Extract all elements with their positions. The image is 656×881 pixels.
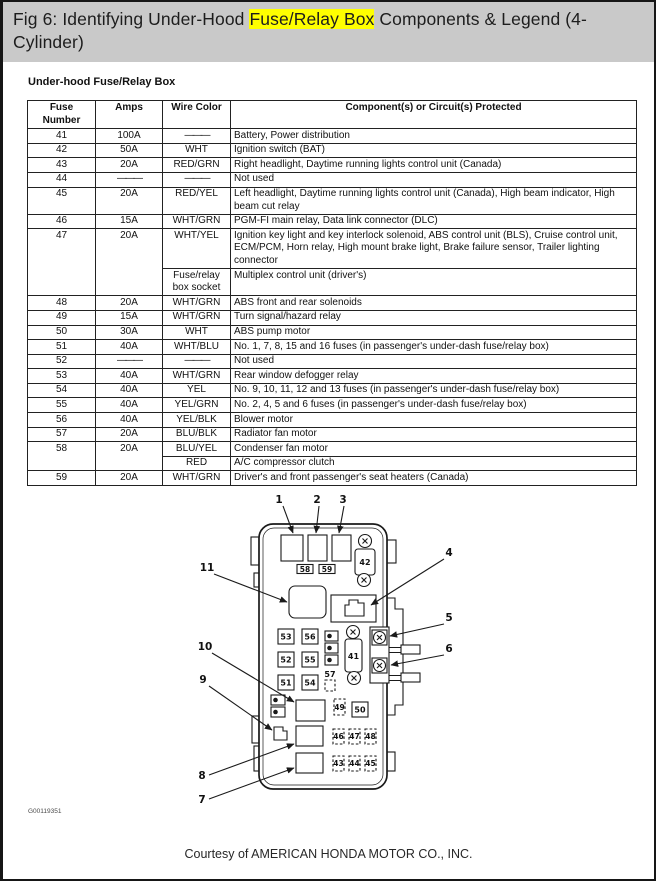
section-heading: Under-hood Fuse/Relay Box [28, 76, 176, 88]
fuse-46-label: 46 [333, 732, 344, 742]
callout-6: 6 [445, 643, 453, 656]
cell-fuse-number: 56 [28, 413, 96, 428]
cell-component: ABS front and rear solenoids [231, 296, 637, 311]
dot-connector [271, 707, 285, 717]
cell-component: Ignition switch (BAT) [231, 143, 637, 158]
fuse-49-label: 49 [334, 703, 345, 713]
cell-wire-color: ——— [163, 172, 231, 187]
table-header-row [28, 101, 637, 129]
cell-wire-color: Fuse/relay box socket [163, 269, 231, 296]
fuse-57-slot [325, 680, 335, 691]
fuse-box-diagram-svg [183, 488, 483, 828]
cell-amps: 40A [96, 398, 163, 413]
dot [327, 658, 332, 663]
cell-component: Multiplex control unit (driver's) [231, 269, 637, 296]
slot-58-label: 58 [299, 565, 311, 575]
cell-wire-color: YEL/BLK [163, 413, 231, 428]
cell-amps: 20A [96, 187, 163, 214]
table-row [28, 296, 637, 311]
cell-wire-color: BLU/BLK [163, 427, 231, 442]
cell-amps: 30A [96, 325, 163, 340]
relay-3 [332, 535, 351, 561]
cell-fuse-number: 44 [28, 172, 96, 187]
cell-fuse-number: 49 [28, 310, 96, 325]
table-row [28, 187, 637, 214]
table-row [28, 143, 637, 158]
figure-code: G00119351 [28, 808, 62, 815]
fuse-44-label: 44 [349, 759, 360, 769]
fuse-56-label: 56 [304, 632, 316, 642]
callout-9: 9 [199, 674, 207, 687]
cell-fuse-number: 57 [28, 427, 96, 442]
prong-terminal [401, 673, 420, 682]
slot-59-label: 59 [321, 565, 333, 575]
table-row [28, 325, 637, 340]
table-row [28, 413, 637, 428]
cell-fuse-number: 54 [28, 383, 96, 398]
dot [273, 698, 278, 703]
fuse-55-label: 55 [304, 655, 316, 665]
callout-7: 7 [198, 794, 206, 807]
fuse-box-diagram [183, 488, 483, 828]
title-highlight: Fuse/Relay Box [249, 9, 375, 29]
cell-amps: ——— [96, 172, 163, 187]
cell-wire-color: WHT/BLU [163, 340, 231, 355]
cell-component: Rear window defogger relay [231, 369, 637, 384]
page-title [3, 2, 654, 62]
cell-component: Turn signal/hazard relay [231, 310, 637, 325]
relay-1 [281, 535, 303, 561]
fuse-57-label: 57 [324, 670, 336, 680]
cell-wire-color: YEL/GRN [163, 398, 231, 413]
cell-component: Condenser fan motor [231, 442, 637, 457]
relay-7 [296, 753, 323, 773]
prong-terminal [401, 645, 420, 654]
cell-fuse-number: 51 [28, 340, 96, 355]
cell-fuse-number: 43 [28, 158, 96, 173]
header-fuse-number-label: Fuse Number [42, 102, 81, 126]
right-tab [387, 752, 395, 771]
callout-10: 10 [197, 641, 213, 654]
cell-component: PGM-FI main relay, Data link connector (DLC) [231, 214, 637, 229]
dot [273, 710, 278, 715]
cell-fuse-number: 55 [28, 398, 96, 413]
cell-amps: 20A [96, 471, 163, 486]
relay-2 [308, 535, 327, 561]
fuse-50-label: 50 [354, 705, 366, 715]
fuse-52-label: 52 [280, 655, 292, 665]
cell-wire-color: BLU/YEL [163, 442, 231, 457]
cell-amps: 40A [96, 340, 163, 355]
table-row [28, 340, 637, 355]
right-tab [387, 540, 396, 563]
cell-component: Blower motor [231, 413, 637, 428]
cell-fuse-number: 48 [28, 296, 96, 311]
title-suffix: Components & Legend (4- [374, 9, 587, 29]
fuse-53-label: 53 [280, 632, 292, 642]
fuse-47-label: 47 [349, 732, 360, 742]
cell-fuse-number: 59 [28, 471, 96, 486]
cell-component: No. 1, 7, 8, 15 and 16 fuses (in passenger's under-dash fuse/relay box) [231, 340, 637, 355]
fuse-48-label: 48 [365, 732, 376, 742]
cell-wire-color: WHT/GRN [163, 214, 231, 229]
callout-5: 5 [445, 612, 453, 625]
cell-wire-color: WHT/GRN [163, 369, 231, 384]
cell-component: Ignition key light and key interlock solenoid, ABS control unit (BLS), Cruise control unit, ECM/PCM, Horn relay, High mount brake light, Brake failure sensor, Trailer lighting connector [231, 229, 637, 269]
cell-amps: 40A [96, 413, 163, 428]
cell-component: Driver's and front passenger's seat heaters (Canada) [231, 471, 637, 486]
cell-component: Radiator fan motor [231, 427, 637, 442]
relay-10 [296, 700, 325, 721]
title-suffix-line2: Cylinder) [13, 31, 84, 52]
callout-1: 1 [275, 494, 283, 507]
fuse-54-label: 54 [304, 678, 316, 688]
table-row [28, 214, 637, 229]
cell-amps: 20A [96, 158, 163, 173]
cell-amps: 40A [96, 369, 163, 384]
fuse-table-body [28, 129, 637, 486]
cell-wire-color: RED/GRN [163, 158, 231, 173]
cell-component: A/C compressor clutch [231, 456, 637, 471]
fuse-table [27, 100, 637, 486]
dot [327, 634, 332, 639]
callout-11: 11 [199, 562, 215, 575]
table-row [28, 158, 637, 173]
dot [327, 646, 332, 651]
table-row [28, 442, 637, 457]
cell-amps: 20A [96, 442, 163, 471]
relay-41-label: 41 [347, 652, 360, 662]
table-row [28, 229, 637, 269]
relay-42-label: 42 [359, 558, 371, 568]
title-prefix: Fig 6: Identifying Under-Hood [13, 9, 250, 29]
cell-amps: 20A [96, 229, 163, 296]
header-component: Component(s) or Circuit(s) Protected [231, 101, 637, 129]
header-wire-color: Wire Color [163, 101, 231, 129]
cell-wire-color: WHT [163, 325, 231, 340]
cell-wire-color: RED/YEL [163, 187, 231, 214]
cell-fuse-number: 47 [28, 229, 96, 296]
cell-component: No. 9, 10, 11, 12 and 13 fuses (in passenger's under-dash fuse/relay box) [231, 383, 637, 398]
callout-4: 4 [445, 547, 453, 560]
cell-wire-color: ——— [163, 129, 231, 144]
cell-component: Not used [231, 172, 637, 187]
cell-wire-color: RED [163, 456, 231, 471]
callout-8: 8 [198, 770, 206, 783]
table-row [28, 427, 637, 442]
cell-wire-color: YEL [163, 383, 231, 398]
cell-amps: 20A [96, 427, 163, 442]
cell-wire-color: WHT/GRN [163, 310, 231, 325]
cell-component: Battery, Power distribution [231, 129, 637, 144]
callout-2: 2 [313, 494, 321, 507]
cell-fuse-number: 46 [28, 214, 96, 229]
cell-amps: ——— [96, 354, 163, 369]
cell-amps: 15A [96, 310, 163, 325]
courtesy-line: Courtesy of AMERICAN HONDA MOTOR CO., INC. [184, 847, 473, 861]
cell-component: Left headlight, Daytime running lights control unit (Canada), High beam indicator, High beam cut relay [231, 187, 637, 214]
cell-fuse-number: 50 [28, 325, 96, 340]
header-fuse-number [28, 101, 96, 129]
cell-wire-color: ——— [163, 354, 231, 369]
table-row [28, 172, 637, 187]
cell-amps: 15A [96, 214, 163, 229]
cell-wire-color: WHT/YEL [163, 229, 231, 269]
cell-wire-color: WHT/GRN [163, 296, 231, 311]
dot-connector [271, 695, 285, 705]
cell-fuse-number: 58 [28, 442, 96, 471]
table-row [28, 369, 637, 384]
table-row [28, 398, 637, 413]
header-amps: Amps [96, 101, 163, 129]
cell-fuse-number: 45 [28, 187, 96, 214]
left-tab [251, 537, 259, 565]
cell-fuse-number: 42 [28, 143, 96, 158]
cell-fuse-number: 41 [28, 129, 96, 144]
relay-8 [296, 726, 323, 746]
cell-wire-color: WHT [163, 143, 231, 158]
cell-amps: 50A [96, 143, 163, 158]
cell-fuse-number: 52 [28, 354, 96, 369]
fuse-51-label: 51 [280, 678, 292, 688]
cell-amps: 20A [96, 296, 163, 311]
table-row [28, 383, 637, 398]
cell-amps: 100A [96, 129, 163, 144]
cell-component: Not used [231, 354, 637, 369]
cell-amps: 40A [96, 383, 163, 398]
fuse-43-label: 43 [333, 759, 344, 769]
cell-component: Right headlight, Daytime running lights control unit (Canada) [231, 158, 637, 173]
table-row [28, 471, 637, 486]
cell-component: ABS pump motor [231, 325, 637, 340]
cell-fuse-number: 53 [28, 369, 96, 384]
table-row [28, 310, 637, 325]
relay-11 [289, 586, 326, 618]
cell-component: No. 2, 4, 5 and 6 fuses (in passenger's under-dash fuse/relay box) [231, 398, 637, 413]
cell-wire-color: WHT/GRN [163, 471, 231, 486]
table-row [28, 354, 637, 369]
table-row [28, 129, 637, 144]
callout-3: 3 [339, 494, 347, 507]
fuse-45-label: 45 [365, 759, 376, 769]
